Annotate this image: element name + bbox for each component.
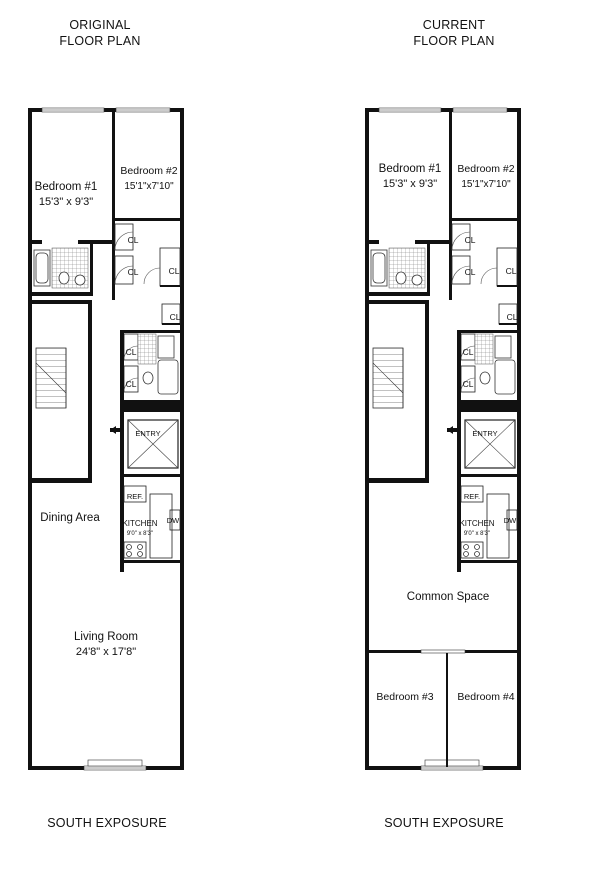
original-closet-3: CL — [168, 266, 180, 276]
current-bedroom1-label: Bedroom #1 — [378, 163, 442, 175]
original-closet-4: CL — [169, 312, 181, 322]
current-kitchen-dims: 9'0" x 8'3" — [463, 531, 491, 537]
original-closet-1: CL — [127, 235, 139, 245]
current-closet-2: CL — [464, 267, 476, 277]
original-title-line2: FLOOR PLAN — [59, 34, 141, 48]
current-floor-plan — [365, 18, 521, 830]
original-closet-5: CL — [125, 347, 137, 357]
current-closet-5: CL — [462, 347, 474, 357]
current-bedroom3-label: Bedroom #3 — [376, 691, 434, 703]
original-title-line1: ORIGINAL — [69, 18, 131, 32]
current-title-line2: FLOOR PLAN — [413, 34, 495, 48]
current-closet-1: CL — [464, 235, 476, 245]
current-closet-4: CL — [506, 312, 518, 322]
original-dw-label: DW — [166, 516, 180, 525]
original-dining-label: Dining Area — [40, 512, 100, 524]
original-bedroom2-dims: 15'1"x7'10" — [124, 181, 174, 192]
original-bedroom1-dims: 15'3" x 9'3" — [38, 196, 94, 208]
current-title-line1: CURRENT — [422, 18, 486, 32]
current-kitchen-label: KITCHEN — [459, 519, 495, 528]
original-living-label: Living Room — [74, 631, 138, 643]
original-kitchen-label: KITCHEN — [122, 519, 158, 528]
current-bedroom1-dims: 15'3" x 9'3" — [382, 178, 438, 190]
original-exposure-label: SOUTH EXPOSURE — [47, 816, 167, 830]
current-closet-6: CL — [462, 379, 474, 389]
current-closet-3: CL — [505, 266, 517, 276]
current-dw-label: DW — [503, 516, 517, 525]
original-bedroom2-label: Bedroom #2 — [120, 165, 178, 177]
original-entry-label: ENTRY — [135, 429, 161, 438]
current-entry-label: ENTRY — [472, 429, 498, 438]
current-plan-walls — [365, 108, 521, 770]
original-closet-2: CL — [127, 267, 139, 277]
original-bedroom1-label: Bedroom #1 — [34, 181, 98, 193]
original-ref-label: REF. — [126, 492, 144, 501]
original-floor-plan — [28, 18, 184, 830]
original-living-dims: 24'8" x 17'8" — [75, 646, 137, 658]
current-ref-label: REF. — [463, 492, 481, 501]
current-bedroom4-label: Bedroom #4 — [457, 691, 515, 703]
current-common-label: Common Space — [406, 591, 490, 603]
current-exposure-label: SOUTH EXPOSURE — [384, 816, 504, 830]
current-bedroom2-label: Bedroom #2 — [457, 163, 515, 175]
original-kitchen-dims: 9'0" x 8'3" — [126, 531, 154, 537]
original-closet-6: CL — [125, 379, 137, 389]
current-bedroom2-dims: 15'1"x7'10" — [461, 179, 511, 190]
